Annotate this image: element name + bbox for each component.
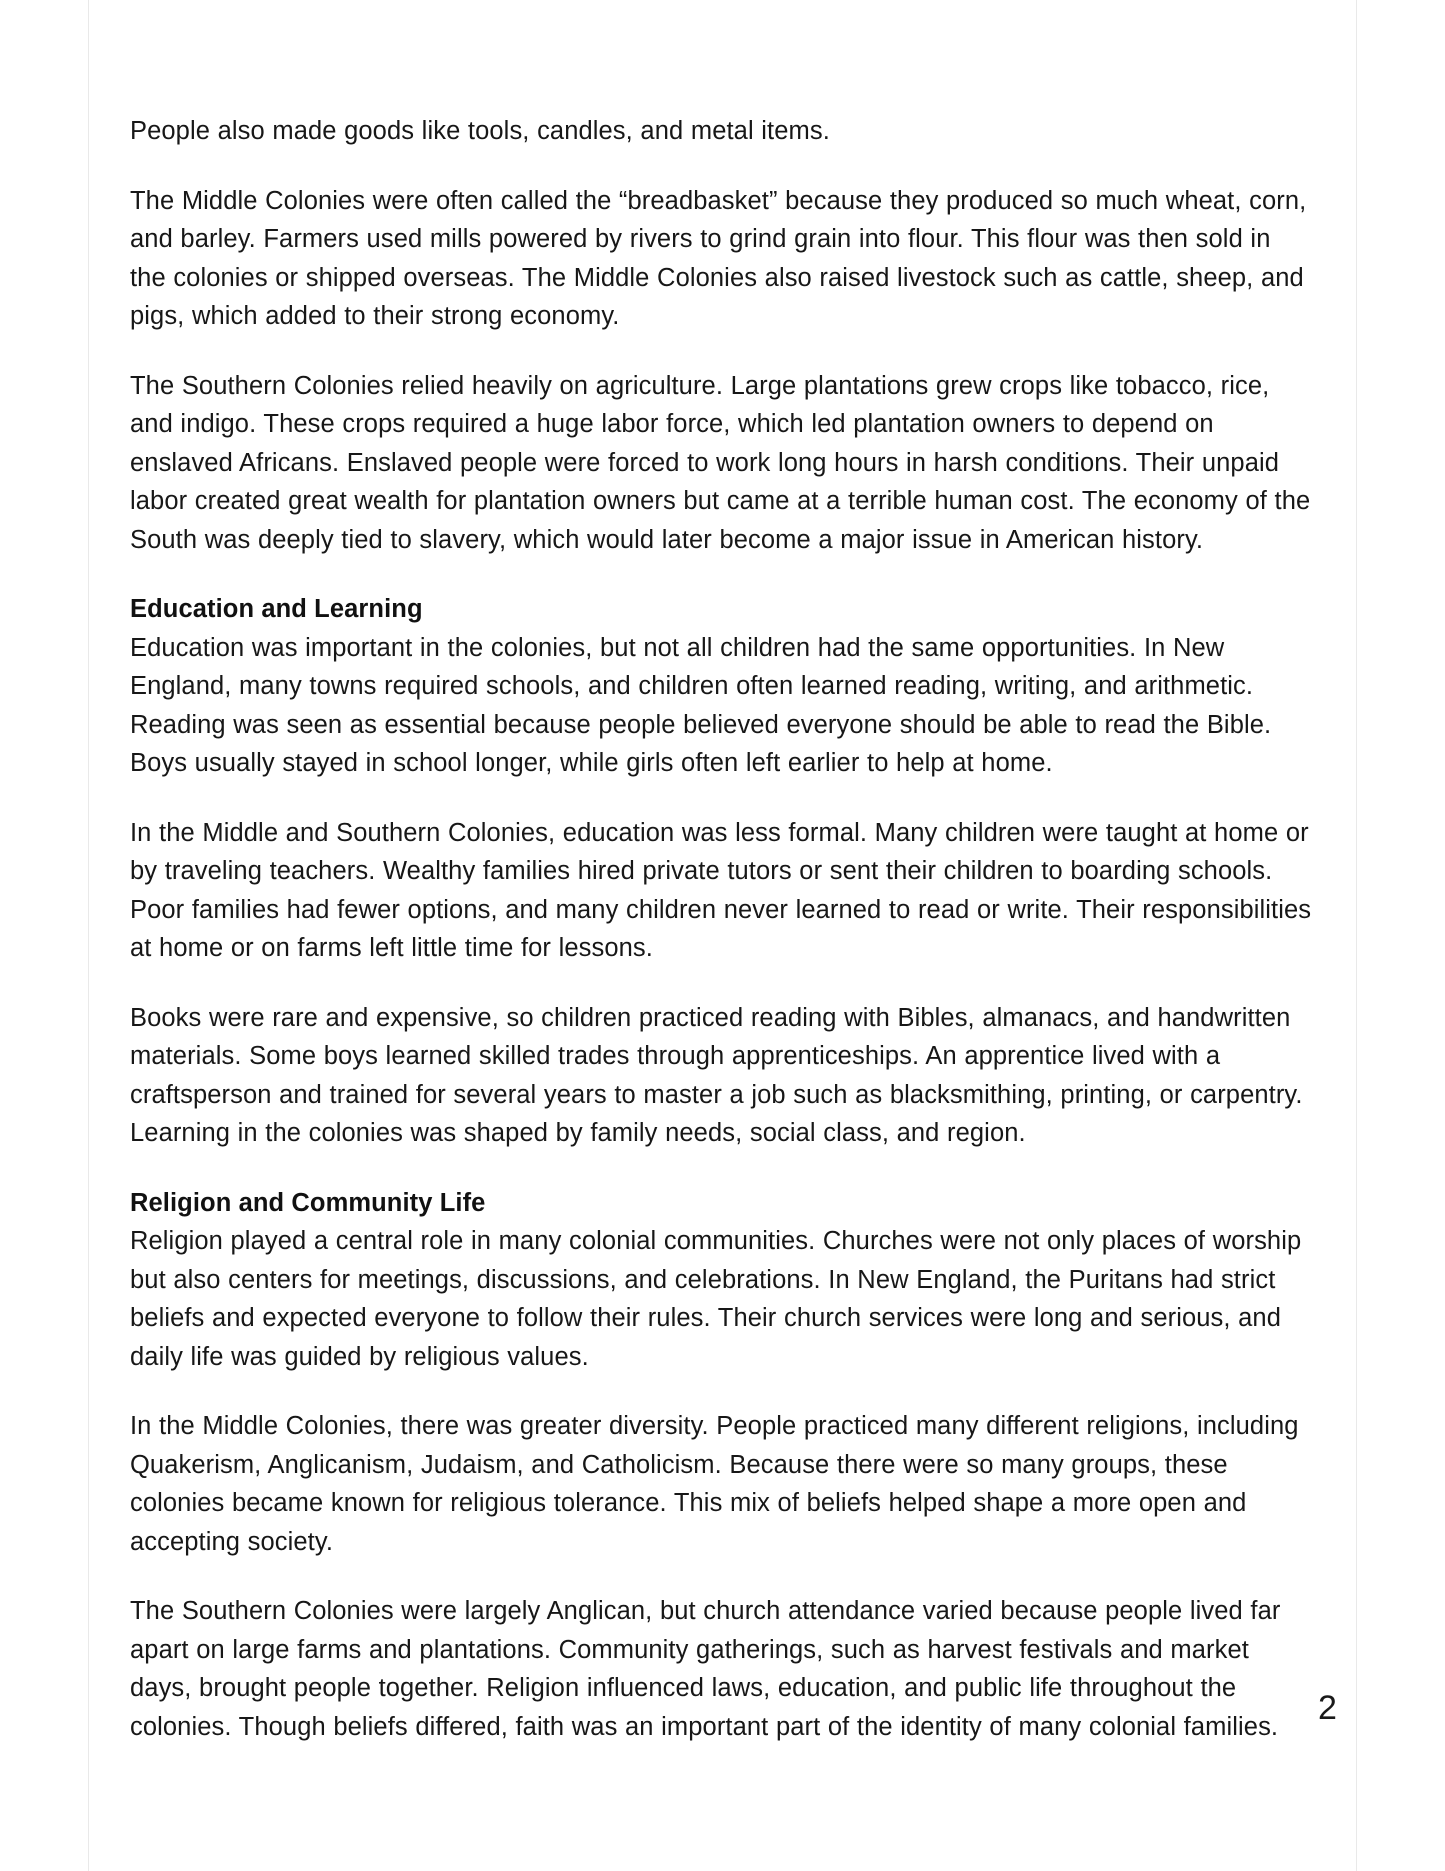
document-body — [130, 112, 1312, 1777]
paragraph-southern-colonies-agriculture: The Southern Colonies relied heavily on agriculture. Large plantations grew crops like tobacco, rice, and indigo. These crops required a huge labor force, which led plantation owners to depend on enslaved Africans. Enslaved people were forced to work long hours in harsh conditions. Their unpaid labor created great wealth for plantation owners but came at a terrible human cost. The economy of the South was deeply tied to slavery, which would later become a major issue in American history. — [130, 371, 1311, 554]
paragraph-middle-colonies-diversity: In the Middle Colonies, there was greater diversity. People practiced many different religions, including Quakerism, Anglicanism, Judaism, and Catholicism. Because there were so many groups, these colonies became known for religious tolerance. This mix of beliefs helped shape a more open and accepting society. — [130, 1412, 1299, 1556]
page-number: 2 — [1318, 1689, 1337, 1727]
paragraph-middle-southern-education: In the Middle and Southern Colonies, education was less formal. Many children were taught at home or by traveling teachers. Wealthy families hired private tutors or sent their children to boarding schools. Poor families had fewer options, and many children never learned to read or write. Their responsibilities at home or on farms left little time for lessons. — [130, 818, 1312, 962]
paragraph-middle-colonies-breadbasket: The Middle Colonies were often called the “breadbasket” because they produced so much wheat, corn, and barley. Farmers used mills powered by rivers to grind grain into flour. This flour was then sold in the colonies or shipped overseas. The Middle Colonies also raised livestock such as cattle, sheep, and pigs, which added to their strong economy. — [130, 186, 1307, 330]
paragraph-goods: People also made goods like tools, candles, and metal items. — [130, 117, 830, 145]
paragraph-religion-and-community-life: Religion played a central role in many colonial communities. Churches were not only places of worship but also centers for meetings, discussions, and celebrations. In New England, the Puritans had strict beliefs and expected everyone to follow their rules. Their church services were long and serious, and daily life was guided by religious values. — [130, 1227, 1302, 1371]
page-left-edge-rule — [88, 0, 89, 1871]
paragraph-education-and-learning: Education was important in the colonies, but not all children had the same opportunities. In New England, many towns required schools, and children often learned reading, writing, and arithmetic. Reading was seen as essential because people believed everyone should be able to read the Bible. Boys usually stayed in school longer, while girls often left earlier to help at home. — [130, 633, 1272, 777]
section-education-and-learning — [130, 590, 1312, 783]
heading-religion-and-community-life: Religion and Community Life — [130, 1188, 486, 1217]
section-religion-and-community-life — [130, 1184, 1312, 1377]
heading-education-and-learning: Education and Learning — [130, 595, 423, 623]
paragraph-southern-colonies-anglican: The Southern Colonies were largely Anglican, but church attendance varied because people lived far apart on large farms and plantations. Community gatherings, such as harvest festivals and market days, brought people together. Religion influenced laws, education, and public life throughout the colonies. Though beliefs differed, faith was an important part of the identity of many colonial families. — [130, 1597, 1281, 1741]
page-right-edge-rule — [1356, 0, 1357, 1871]
paragraph-books-and-apprenticeships: Books were rare and expensive, so children practiced reading with Bibles, almanacs, and handwritten materials. Some boys learned skilled trades through apprenticeships. An apprentice lived with a craftsperson and trained for several years to master a job such as blacksmithing, printing, or carpentry. Learning in the colonies was shaped by family needs, social class, and region. — [130, 1003, 1303, 1147]
